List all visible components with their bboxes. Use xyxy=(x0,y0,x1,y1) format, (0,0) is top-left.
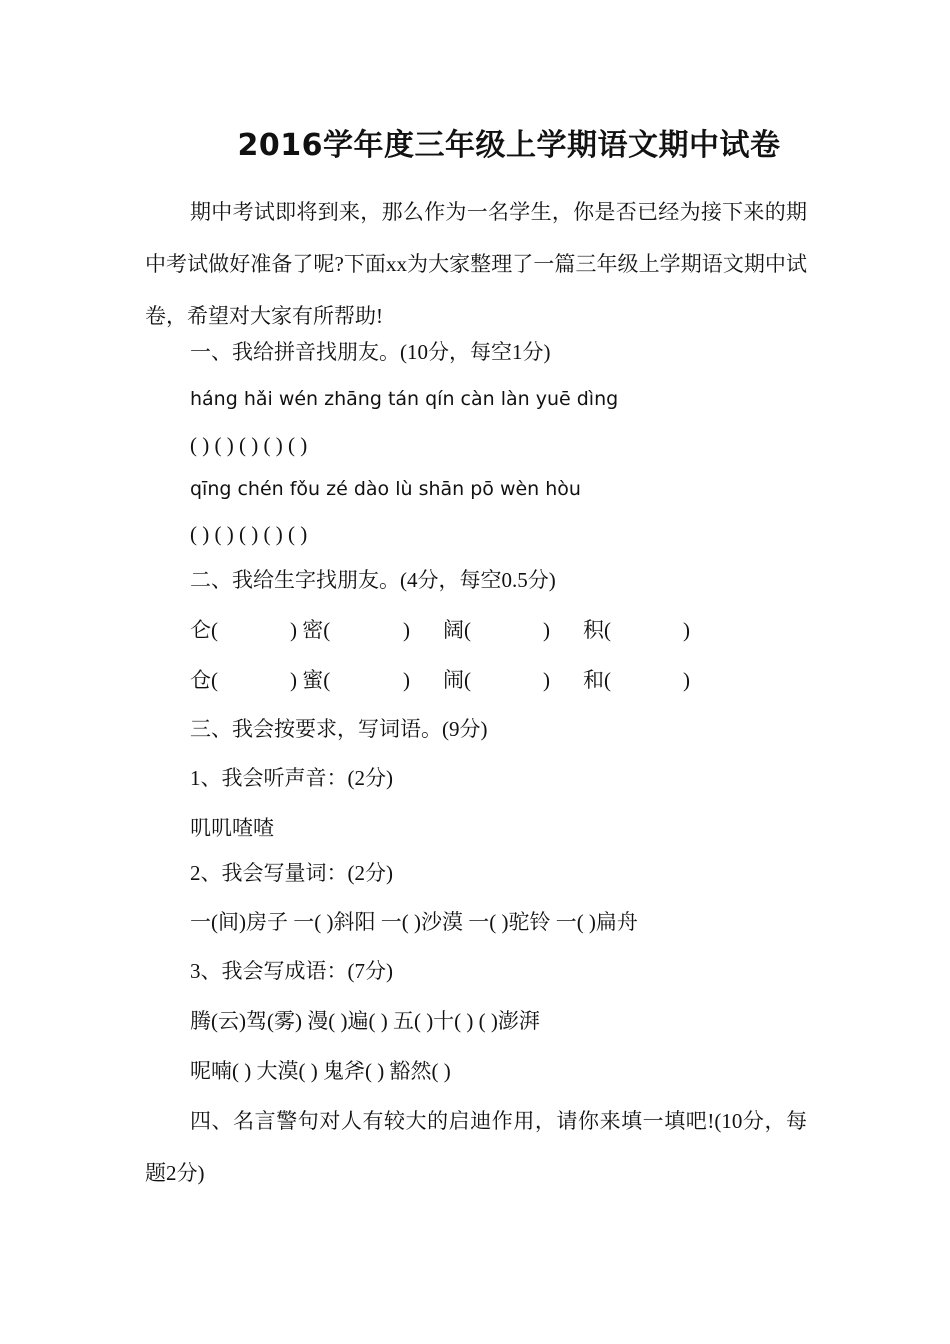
intro-paragraph: 期中考试即将到来，那么作为一名学生，你是否已经为接下来的期中考试做好准备了呢?下面xx为大家整理了一篇三年级上学期语文期中试卷，希望对大家有所帮助! xyxy=(145,200,807,328)
section3-heading: 三、我会按要求，写词语。(9分) xyxy=(190,717,488,741)
sub3-line-2: 呢喃( ) 大漠( ) 鬼斧( ) 豁然( ) xyxy=(190,1059,451,1083)
char-cell: ) xyxy=(403,668,410,692)
document-title: 2016学年度三年级上学期语文期中试卷 xyxy=(237,128,781,163)
sub1-content: 叽叽喳喳 xyxy=(190,816,274,840)
pinyin-row-2: qīng chén fǒu zé dào lù shān pō wèn hòu xyxy=(190,478,581,500)
section2-heading: 二、我给生字找朋友。(4分，每空0.5分) xyxy=(190,568,556,592)
pinyin-row-1: háng hǎi wén zhāng tán qín càn làn yuē dìng xyxy=(190,388,619,410)
section1-heading: 一、我给拼音找朋友。(10分，每空1分) xyxy=(190,340,551,364)
char-cell: 仓( xyxy=(190,668,218,692)
sub1-heading: 1、我会听声音：(2分) xyxy=(190,766,393,790)
sub2-heading: 2、我会写量词：(2分) xyxy=(190,861,393,885)
char-cell: 和( xyxy=(583,668,611,692)
char-cell: 仑( xyxy=(190,618,218,642)
char-cell: ) xyxy=(403,618,410,642)
char-cell: 积( xyxy=(583,618,611,642)
char-cell: ) xyxy=(543,668,550,692)
blanks-row-2: ( ) ( ) ( ) ( ) ( ) xyxy=(190,522,308,546)
char-cell: ) 蜜( xyxy=(290,668,331,692)
section4-heading: 四、名言警句对人有较大的启迪作用，请你来填一填吧!(10分，每题2分) xyxy=(145,1109,807,1185)
sub2-content: 一(间)房子 一( )斜阳 一( )沙漠 一( )驼铃 一( )扁舟 xyxy=(190,910,638,934)
char-cell: ) 密( xyxy=(290,618,331,642)
blanks-row-1: ( ) ( ) ( ) ( ) ( ) xyxy=(190,433,308,457)
char-cell: ) xyxy=(543,618,550,642)
sub3-line-1: 腾(云)驾(雾) 漫( )遍( ) 五( )十( ) ( )澎湃 xyxy=(190,1009,540,1033)
char-cell: ) xyxy=(683,668,690,692)
char-cell: ) xyxy=(683,618,690,642)
char-cell: 闹( xyxy=(443,668,471,692)
sub3-heading: 3、我会写成语：(7分) xyxy=(190,959,393,983)
char-cell: 阔( xyxy=(443,618,471,642)
